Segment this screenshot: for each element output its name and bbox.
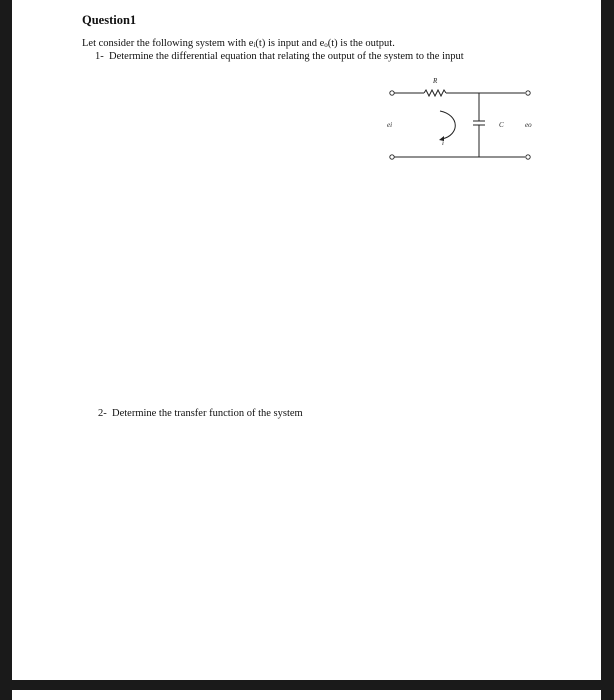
question-1 <box>95 51 464 62</box>
document-page <box>12 0 601 680</box>
intro-middle: (t) is input and e <box>255 38 325 49</box>
intro-before: Let consider the following system with e <box>82 38 254 49</box>
question-1-number: 1- <box>95 51 104 62</box>
intro-sub-output: o <box>324 41 328 49</box>
question-title: Question1 <box>82 13 137 27</box>
question-1-text: Determine the differential equation that relating the output of the system to the input <box>109 51 464 62</box>
intro-text <box>82 38 395 49</box>
capacitor-label: C <box>499 121 504 129</box>
next-page-edge <box>12 690 601 700</box>
intro-after: (t) is the output. <box>327 38 395 49</box>
input-voltage-label: ei <box>387 121 393 129</box>
intro-sub-input: i <box>253 41 256 49</box>
question-2-number: 2- <box>98 408 107 419</box>
capacitor-symbol <box>473 93 485 157</box>
output-terminal-top <box>526 91 530 95</box>
output-voltage-label: eo <box>525 121 532 129</box>
question-2-text: Determine the transfer function of the system <box>112 408 303 419</box>
output-terminal-bottom <box>526 155 530 159</box>
input-terminal-bottom <box>390 155 394 159</box>
resistor-symbol <box>424 90 446 96</box>
current-arrow <box>440 111 455 139</box>
resistor-label: R <box>433 77 438 85</box>
question-2 <box>98 408 303 419</box>
input-terminal-top <box>390 91 394 95</box>
top-wire <box>394 90 525 96</box>
current-label: i <box>442 139 444 147</box>
rc-circuit-diagram <box>382 73 542 168</box>
